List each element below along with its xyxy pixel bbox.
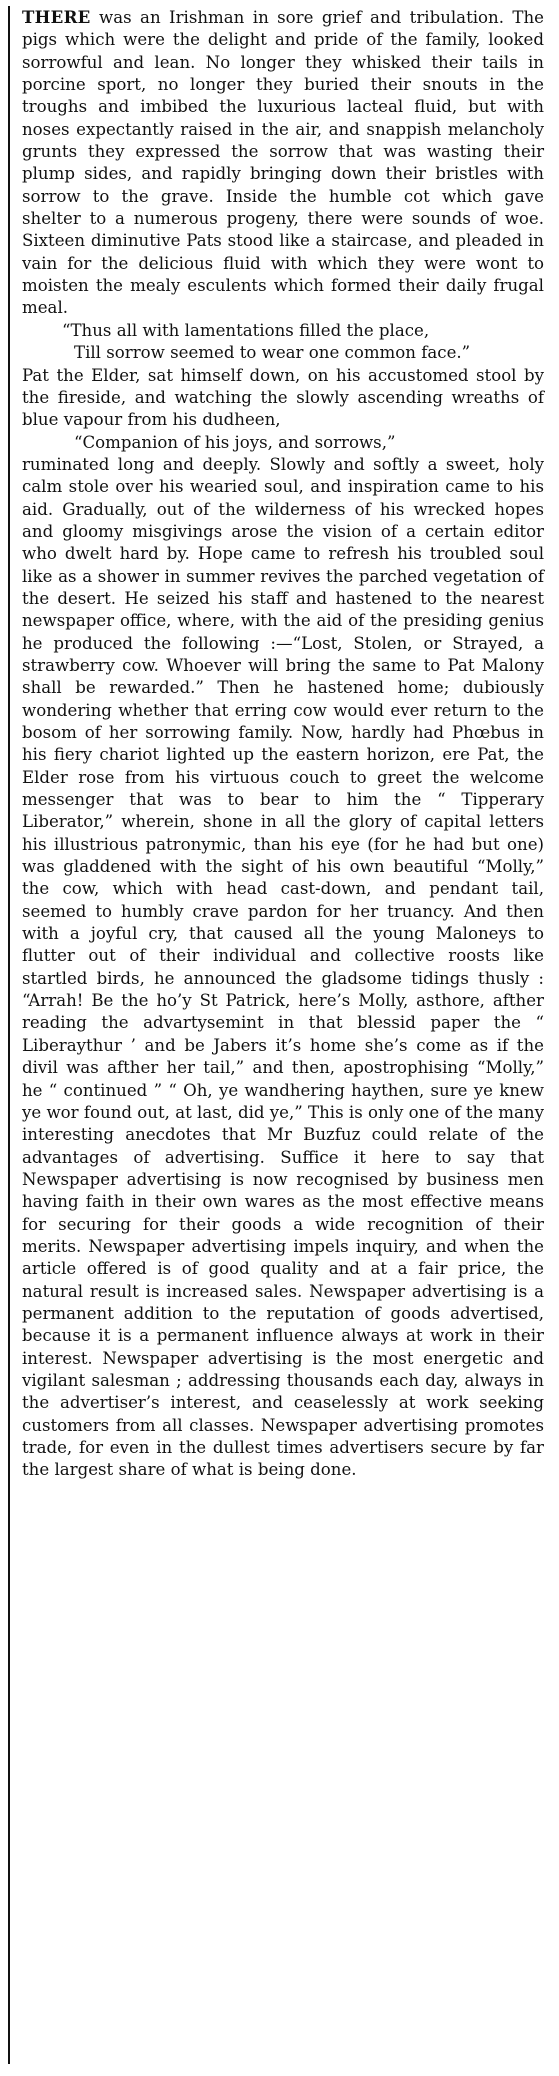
verse-line-1: “Thus all with lamentations filled the place, — [62, 320, 430, 340]
paragraph-main-body: ruminated long and deeply. Slowly and softly a sweet, holy calm stole over his wearied soul, and inspiration came to his aid. Gradually, out of the wilderness of his wrecked hopes and gloomy misgivings arose the vision of a certain editor who dwelt hard by. Hope came to refresh his troubled soul like as a shower in summer revives the parched vegetation of the desert. He seized his staff and hastened to the nearest newspaper office, where, with the aid of the presiding genius he produced the following :—“Lost, Stolen, or Strayed, a strawberry cow. Whoever will bring the same to Pat Malony shall be rewarded.” Then he hastened home; dubiously wondering whether that erring cow would ever return to the bosom of her sorrowing family. Now, hardly had Phœbus in his fiery chariot lighted up the eastern horizon, ere Pat, the Elder rose from his virtuous couch to greet the welcome messenger that was to bear to him the “ Tipperary Liberator,” wherein, shone in all the glory of capital letters his illustrious patronymic, than his eye (for he had but one) was gladdened with the sight of his own beautiful “Molly,” the cow, which with head cast-down, and pendant tail, seemed to humbly crave pardon for her truancy. And then with a joyful cry, that caused all the young Maloneys to flutter out of their individual and collective roosts like startled birds, he announced the gladsome tidings thusly : “Arrah! Be the ho’y St Patrick, here’s Molly, asthore, afther reading the advartysemint in that blessid paper the “ Liberaythur ’ and be Jabers it’s home she’s come as if the divil was afther her tail,” and then, apostrophising “Molly,” he “ continued ” “ Oh, ye wandhering haythen, sure ye knew ye wor found out, at last, did ye,” This is only one of the many interesting anecdotes that Mr Buzfuz could relate of the advantages of advertising. Suffice it here to say that Newspaper advertising is now recognised by business men having faith in their own wares as the most effective means for securing for their goods a wide recognition of their merits. Newspaper advertising impels inquiry, and when the article offered is of good quality and at a fair price, the natural result is increased sales. Newspaper advertising is a permanent addition to the reputation of goods advertised, because it is a permanent influence always at work in their interest. Newspaper advertising is the most energetic and vigilant salesman ; addressing thousands each day, always in the advertiser’s interest, and ceaselessly at work seeking customers from all classes. Newspaper advertising promotes trade, for even in the dullest times advertisers secure by far the largest share of what is being done. — [22, 454, 544, 1480]
opening-word: THERE — [22, 7, 91, 27]
paragraph-opening-text: was an Irishman in sore grief and tribulation. The pigs which were the delight and pride of the family, looked sorrowful and lean. No longer they whisked their tails in porcine sport, no longer they buried their snouts in the troughs and imbibed the luxurious lacteal fluid, but with noses expectantly raised in the air, and snappish melancholy grunts they expressed the sorrow that was wasting their plump sides, and rapidly bringing down their bristles with sorrow to the grave. Inside the humble cot which gave shelter to a numerous progeny, there were sounds of woe. Sixteen diminutive Pats stood like a staircase, and pleaded in vain for the delicious fluid with which they were wont to moisten the mealy esculents which formed their daily frugal meal. — [22, 8, 544, 318]
paragraph-opening — [22, 6, 544, 320]
article-column — [8, 6, 544, 2064]
verse-line-2: Till sorrow seemed to wear one common face.” — [74, 343, 471, 363]
paragraph-pat-the-elder: Pat the Elder, sat himself down, on his accustomed stool by the fireside, and watching the slowly ascending wreaths of blue vapour from his dudheen, — [22, 365, 544, 430]
verse-companion: “Companion of his joys, and sorrows,” — [74, 432, 396, 452]
